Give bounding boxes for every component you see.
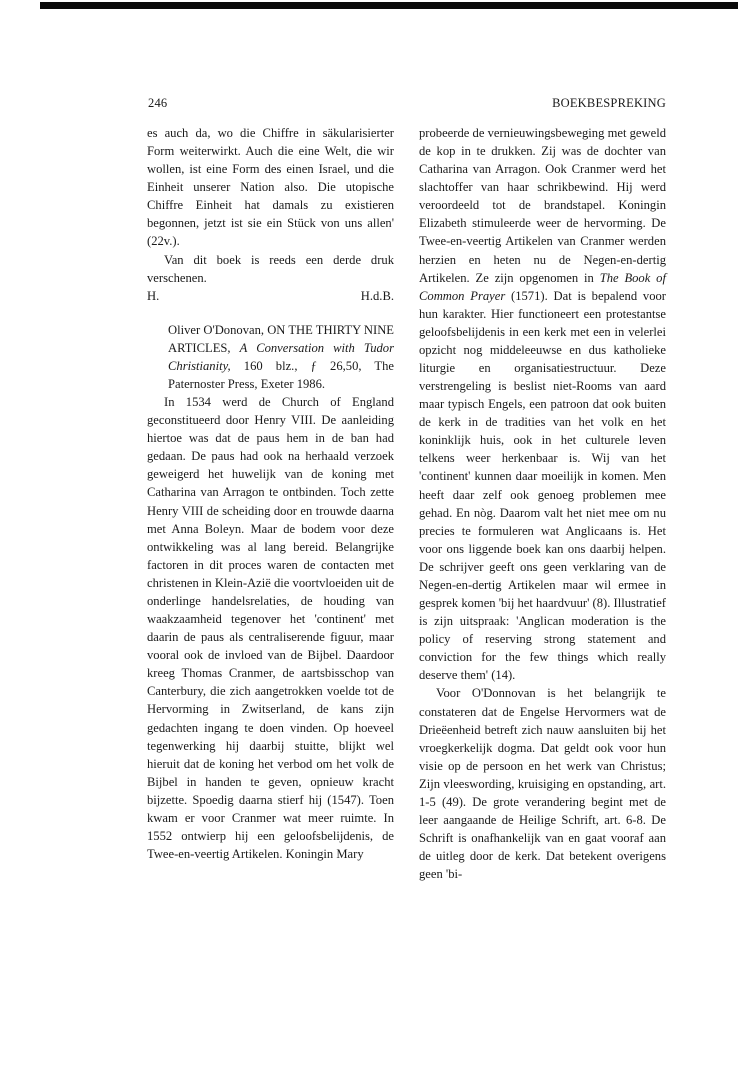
book-title: The Book of Common Prayer: [419, 270, 666, 303]
right-column: [419, 124, 666, 883]
paragraph: In 1534 werd de Church of England geconstitueerd door Henry VIII. De aanleiding hiertoe was dat de paus hem in de ban had gedaan. De paus had ook na herhaald verzoek geweigerd het huwelijk van de koning met Catharina van Arragon te ontbinden. Toch zette Henry VIII de scheiding door en trouwde daarna met Anna Boleyn. Maar de bodem voor deze ontwikkeling was al lang bereid. Belangrijke factoren in dit proces waren de contacten met christenen in Klein-Azië die voortvloeiden uit de onderlinge handelsrelaties, de houding van waakzaamheid tegenover het 'continent' met daarin de paus als centraliserende figuur, maar vooral ook de invloed van de Bijbel. Daardoor kreeg Thomas Cranmer, de aartsbisschop van Canterbury, die zich aangetrokken voelde tot de Hervorming in Zwitserland, de kans zijn gedachten ingang te doen vinden. Op hoeveel tegenwerking hij daarbij stuitte, blijkt wel hieruit dat de koning het verbod om het volk de Bijbel in handen te geven, opnieuw kracht bijzette. Spoedig daarna stierf hij (1547). Toen kwam er voor Cranmer wat meer ruimte. In 1552 ontwierp hij een geloofsbelijdenis, de Twee-en-veertig Artikelen. Koningin Mary: [147, 395, 394, 862]
reviewer-signature: [147, 287, 394, 305]
book-reference: [147, 321, 394, 393]
paragraph: Voor O'Donnovan is het belangrijk te constateren dat de Engelse Hervormers wat de Drieëenheid betreft zich nauw aansluiten bij het vroegkerkelijk dogma. Dat geldt ook voor hun visie op de persoon en het werk van Christus; Zijn vleeswording, kruisiging en opstanding, art. 1-5 (49). De grote verandering begint met de leer aangaande de Heilige Schrift, art. 6-8. De Schrift is onafhankelijk van en gaat vooraf aan de uitleg door de kerk. Dat betekent overigens geen 'bi-: [419, 686, 666, 882]
page-number: 246: [148, 96, 168, 110]
running-header: [148, 96, 666, 114]
running-title: BOEKBESPREKING: [552, 96, 666, 110]
paragraph: [419, 124, 666, 684]
scan-edge-bar: [40, 2, 738, 9]
book-author-title: Oliver O'Donovan, ON THE THIRTY NINE ARTICLES,: [168, 322, 394, 355]
book-subtitle: A Conversation with Tudor Christianity,: [168, 340, 394, 373]
signature-initial: H.: [147, 288, 160, 303]
paragraph-text: (1571). Dat is bepalend voor hun karakter. Hier functioneert een protestantse geloofsbelijdenis in een kerk met een in velerlei opzicht nog middeleeuwse en dus katholieke liturgie en organisatiestructuur. Deze verstrengeling is beslist niet-Rooms van aard maar typisch Engels, een patroon dat ook buiten de kerk in de tradities van het volk en het koninklijk huis, ook in het culturele leven telkens weer herkenbaar is. Wij van het 'continent' kunnen daar moeilijk in komen. Men heeft daar zelf ook genoeg problemen mee gehad. En nòg. Daarom valt het niet mee om nu precies te formuleren wat Anglicaans is. Het voor ons liggende boek kan ons daarbij helpen. De schrijver geeft ons geen verklaring van de Negen-en-dertig Artikelen maar wil ermee in gesprek komen 'bij het haardvuur' (8). Illustratief is zijn uitspraak: 'Anglican moderation is the policy of reserving strong statement and conviction for the few things which really deserve them' (14).: [419, 288, 666, 683]
paragraph: es auch da, wo die Chiffre in säkularisierter Form weiterwirkt. Auch die eine Welt, die wir wollen, ist eine Form des einen Israel, und die Einheit unserer Nation also. Die utopische Chiffre Einheit hat damals zu existieren begonnen, jetzt ist sie ein Stück von uns allen' (22v.).: [147, 126, 394, 249]
paragraph-text: probeerde de vernieuwingsbeweging met geweld de kop in te drukken. Zij was de dochter van Catharina van Arragon. Ook Cranmer werd het slachtoffer van haar schrikbewind. Hij werd veroordeeld tot de brandstapel. Koningin Elizabeth stimuleerde weer de hervorming. De Twee-en-veertig Artikelen van Cranmer werden herzien en heten nu de Negen-en-dertig Artikelen. Ze zijn opgenomen in: [419, 126, 666, 285]
paragraph: Van dit boek is reeds een derde druk verschenen.: [147, 252, 394, 285]
signature-reviewer: H.d.B.: [360, 288, 394, 303]
left-column: [147, 124, 394, 863]
book-details: 160 blz., ƒ 26,50, The Paternoster Press, Exeter 1986.: [168, 358, 394, 392]
